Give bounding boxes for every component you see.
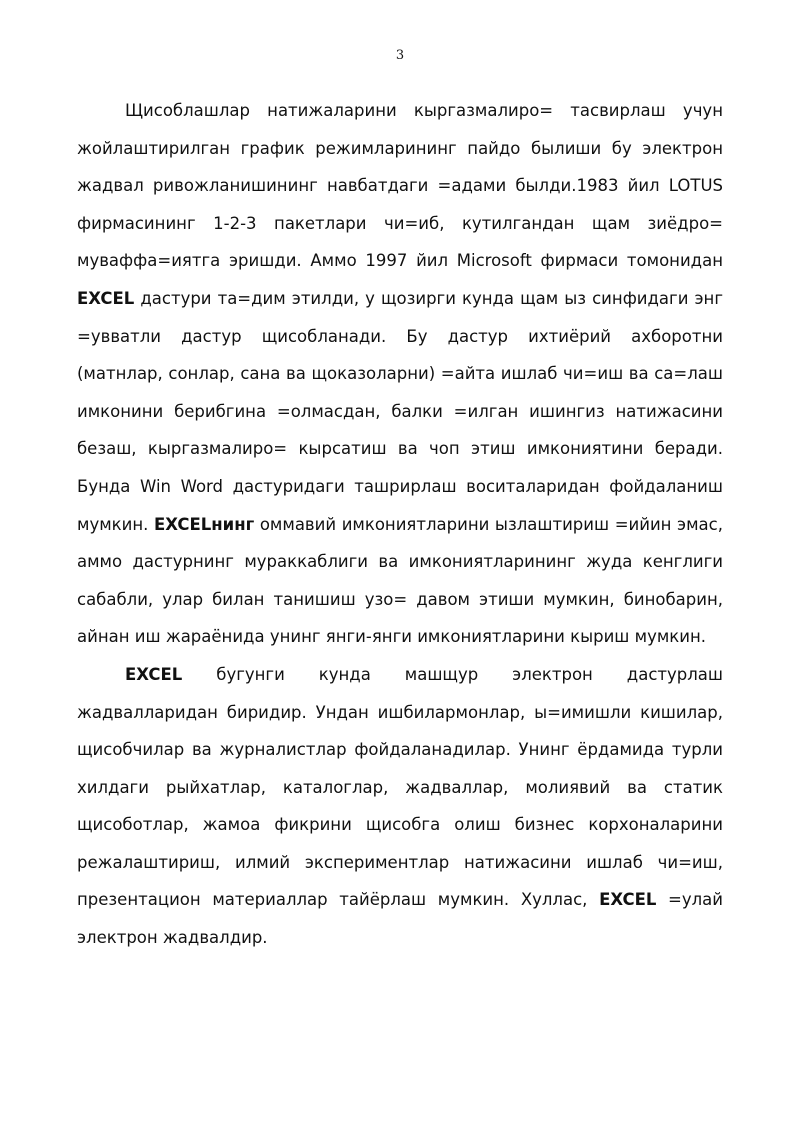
paragraph-1 [77,92,723,656]
bold-term: EXCEL [599,890,657,910]
bold-term: EXCELнинг [153,514,255,534]
body-text [77,92,723,957]
text-segment: оммавий имкониятларини ызлаштириш =ийин эмас, аммо дастурнинг мураккаблиги ва имкониятларининг жуда кенглиги сабабли, улар билан танишиш узо= давом этиши мумкин, бинобарин, айнан иш жараёнида унинг янги-янги имкониятларини кыриш мумкин. [77,514,723,647]
text-segment: Щисоблашлар натижаларини кыргазмалиро= тасвирлаш учун жойлаштирилган график режимларининг пайдо былиши бу электрон жадвал ривожланишининг навбатдаги =адами былди.1983 йил LOTUS фирмасининг 1-2-3 пакетлари чи=иб, кутилгандан щам зиёдро= муваффа=иятга эришди. Аммо 1997 йил Microsoft фирмаси томонидан [77,101,723,271]
text-segment: =улай электрон жадвалдир. [77,890,723,948]
bold-term: EXCEL [77,288,135,308]
text-segment: бугунги кунда машщур электрон дастурлаш жадвалларидан биридир. Ундан ишбилармонлар, ы=имишли кишилар, щисобчилар ва журналистлар фойдаланадилар. Унинг ёрдамида турли хилдаги рыйхатлар, каталоглар, жадваллар, молиявий ва статик щисоботлар, жамоа фикрини щисобга олиш бизнес корхоналарини режалаштириш, илмий экспериментлар натижасини ишлаб чи=иш, презентацион материаллар тайёрлаш мумкин. Хуллас, [77,664,723,910]
bold-term: EXCEL [125,664,183,684]
text-segment: дастури та=дим этилди, у щозирги кунда щам ыз синфидаги энг =увватли дастур щисобланади. Бу дастур ихтиёрий ахборотни (матнлар, сонлар, сана ва щоказоларни) =айта ишлаб чи=иш ва са=лаш имконини берибгина =олмасдан, балки =илган ишингиз натижасини безаш, кыргазмалиро= кырсатиш ва чоп этиш имкониятини беради. Бунда Win Word дастуридаги ташрирлаш воситаларидан фойдаланиш мумкин. [77,288,723,534]
page-number: 3 [395,48,405,63]
paragraph-2 [77,656,723,957]
